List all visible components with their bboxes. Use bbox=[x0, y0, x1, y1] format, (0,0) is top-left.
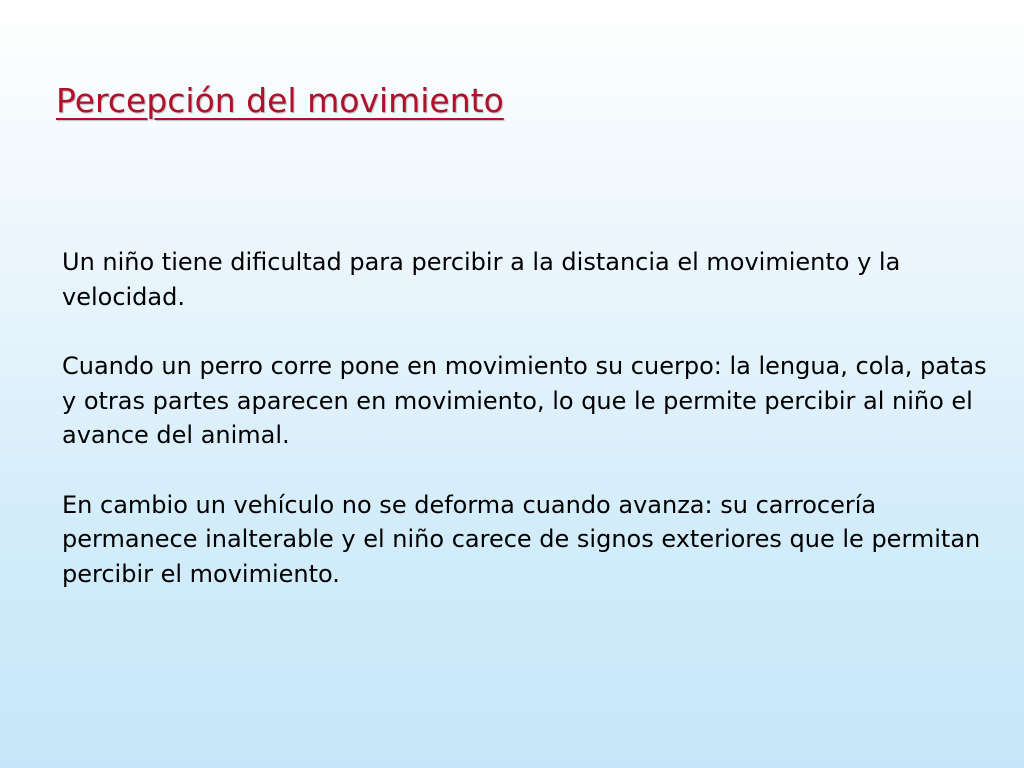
paragraph-dog: Cuando un perro corre pone en movimiento su cuerpo: la lengua, cola, patas y otras partes aparecen en movimiento, lo que le permite percibir al niño el avance del animal. bbox=[62, 352, 987, 449]
slide-title: Percepción del movimiento bbox=[56, 81, 504, 120]
slide-body bbox=[62, 245, 1007, 591]
paragraph-distance: Un niño tiene dificultad para percibir a la distancia el movimiento y la velocidad. bbox=[62, 248, 901, 311]
paragraph-vehicle: En cambio un vehículo no se deforma cuando avanza: su carrocería permanece inalterable y el niño carece de signos exteriores que le permitan percibir el movimiento. bbox=[62, 490, 981, 588]
